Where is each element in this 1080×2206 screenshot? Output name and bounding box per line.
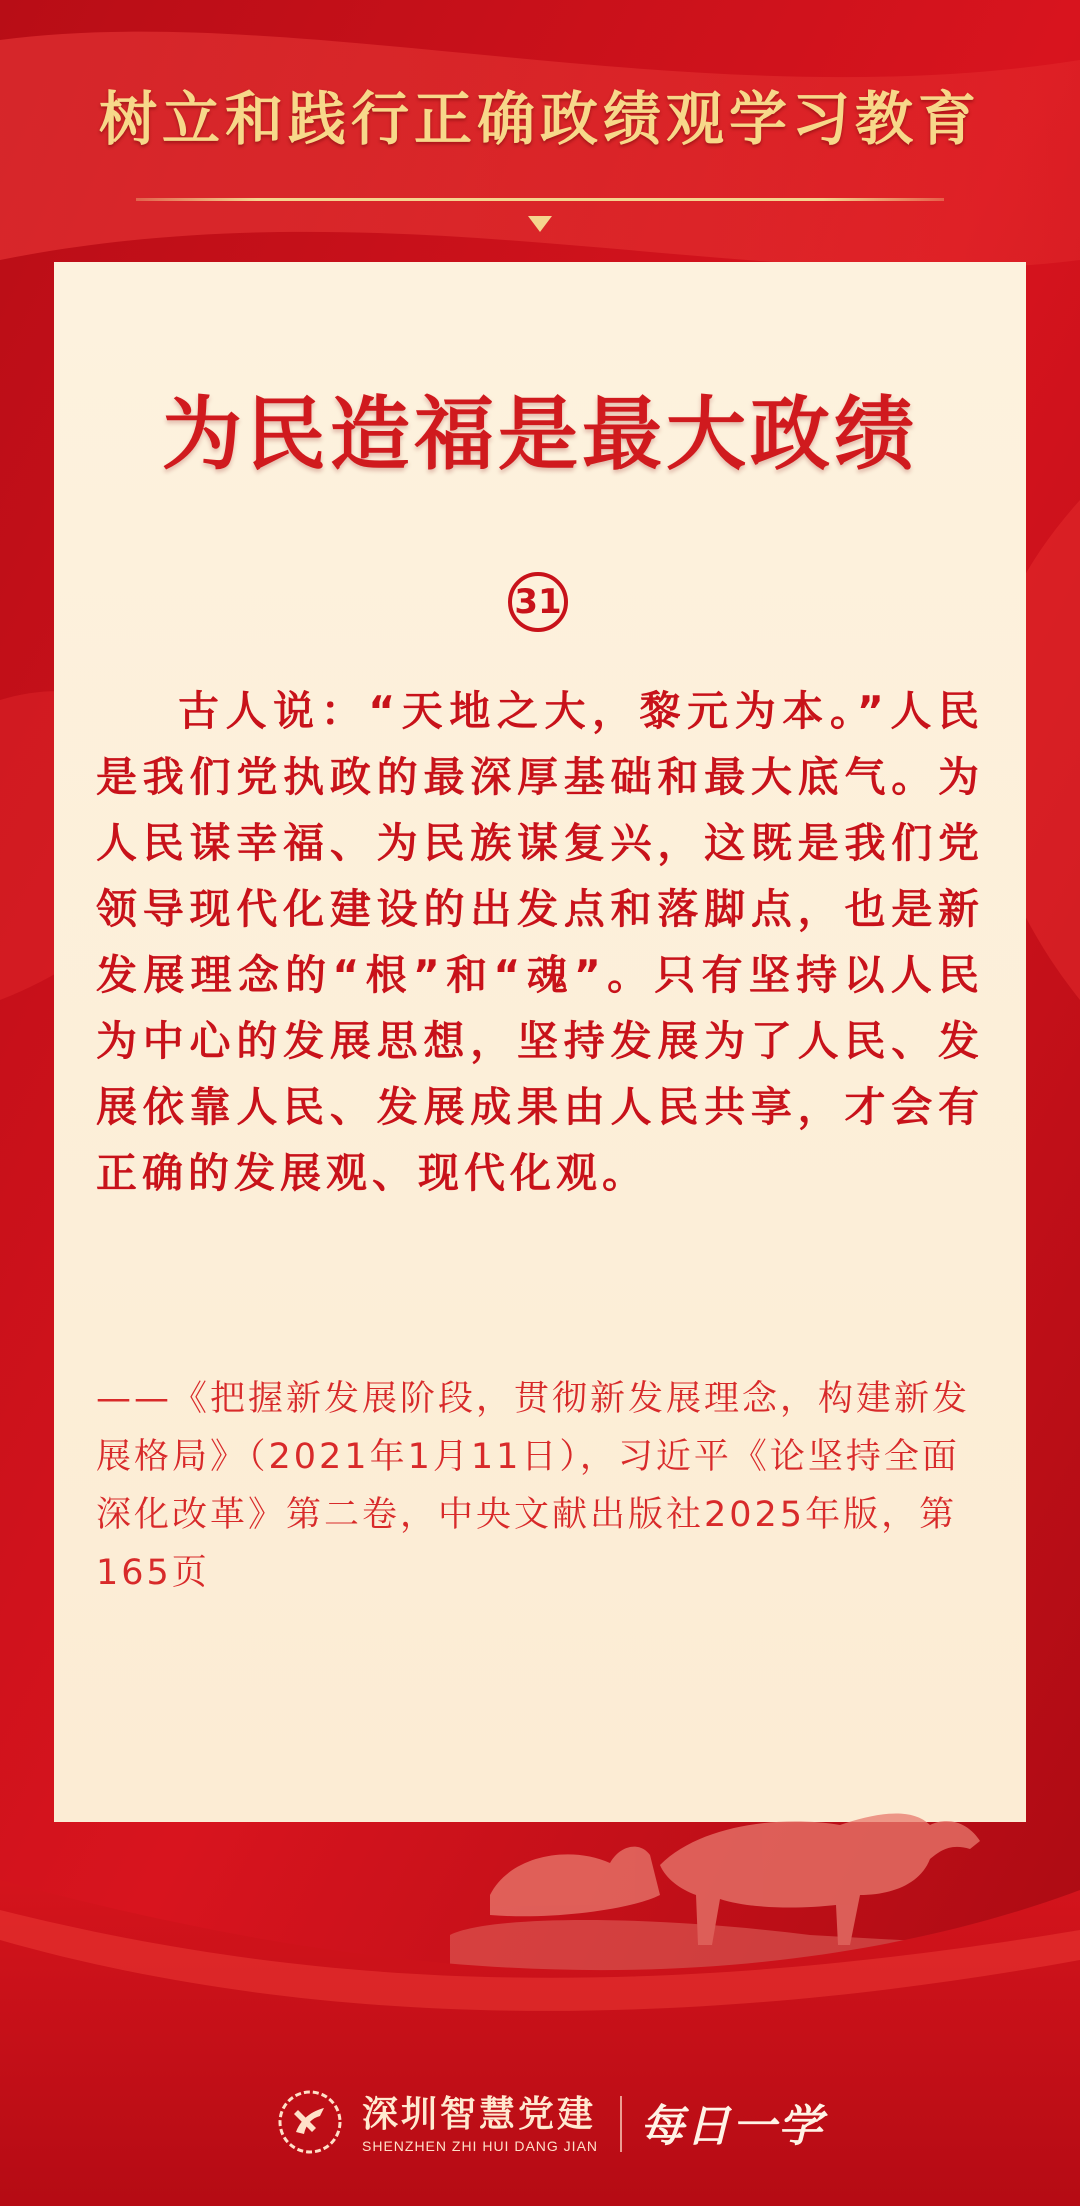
citation-source: ——《把握新发展阶段，贯彻新发展理念，构建新发展格局》（2021年1月11日），习近平《论坚持全面深化改革》第二卷，中央文献出版社2025年版，第165页	[96, 1379, 971, 1593]
header-divider	[136, 198, 944, 201]
slogan-text: 每日一学	[640, 2101, 824, 2152]
party-emblem-logo-icon	[276, 2088, 344, 2156]
down-triangle-icon	[528, 216, 552, 232]
header-title: 树立和践行正确政绩观学习教育	[98, 85, 981, 153]
brand-name-en: SHENZHEN ZHI HUI DANG JIAN	[362, 2138, 599, 2154]
quote-body: 古人说：“天地之大，黎元为本。”人民是我们党执政的最深厚基础和最大底气。为人民谋幸福、为民族谋复兴，这既是我们党领导现代化建设的出发点和落脚点，也是新发展理念的“根”和“魂”。只有坚持以人民为中心的发展思想，坚持发展为了人民、发展依靠人民、发展成果由人民共享，才会有正确的发展观、现代化观。	[96, 687, 984, 1197]
issue-number-badge: 31	[508, 572, 568, 632]
footer-divider	[620, 2096, 622, 2152]
card-title: 为民造福是最大政绩	[162, 387, 918, 481]
brand-name-cn: 深圳智慧党建	[362, 2094, 597, 2135]
